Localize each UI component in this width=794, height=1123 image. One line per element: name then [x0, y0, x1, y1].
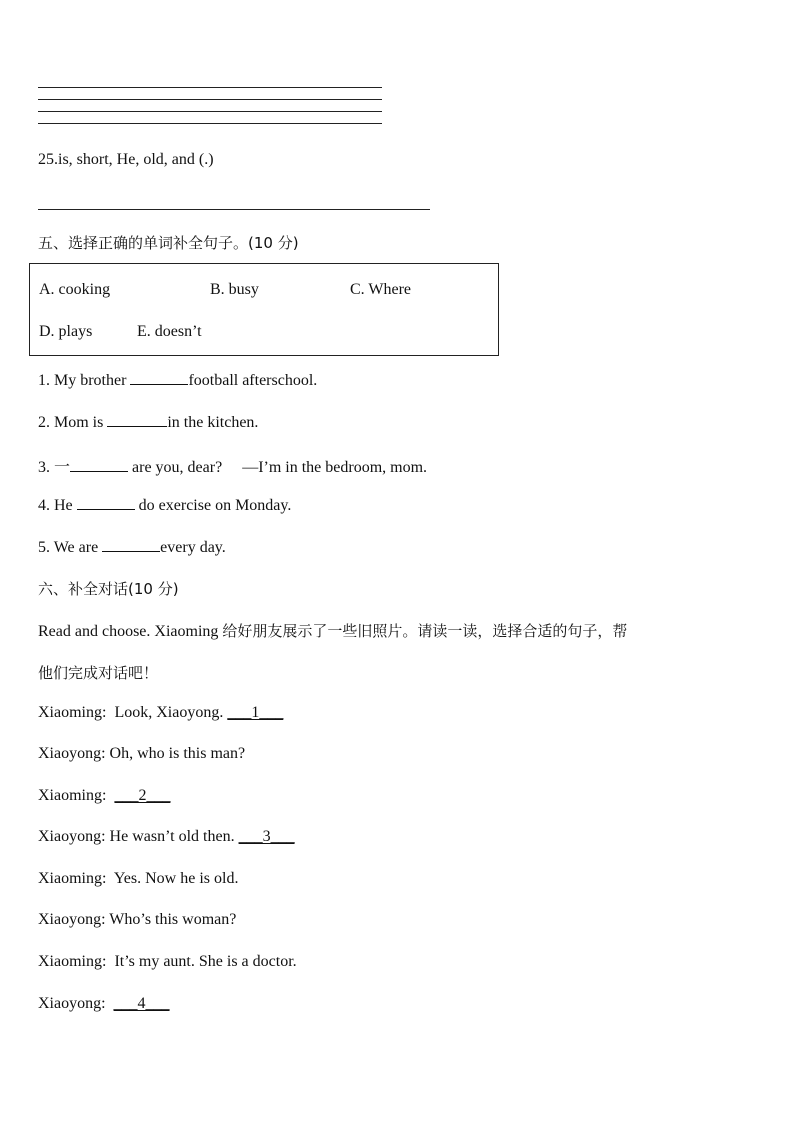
sentence-text: 3. 一 — [38, 459, 71, 476]
sentence-text: 1. My brother — [38, 372, 131, 389]
dialogue-line-3 — [38, 787, 170, 805]
sentence-1 — [38, 370, 317, 390]
sentence-text: 5. We are — [38, 539, 103, 556]
answer-rule — [38, 87, 382, 88]
answer-rule — [38, 123, 382, 124]
fill-blank[interactable] — [130, 370, 188, 385]
dialogue-text: Yes. Now he is old. — [113, 870, 239, 887]
dialogue-blank-4[interactable]: ___4___ — [113, 995, 170, 1012]
dialogue-line-6 — [38, 911, 236, 929]
speaker: Xiaoyong: — [38, 911, 106, 928]
option-e: E. doesn’t — [137, 323, 202, 340]
sentence-text: do exercise on Monday. — [134, 497, 292, 514]
answer-rule — [38, 99, 382, 100]
dialogue-text: He wasn’t old then. — [109, 828, 239, 845]
sentence-text: every day. — [160, 539, 226, 556]
option-b: B. busy — [210, 281, 259, 298]
sentence-4 — [38, 495, 291, 515]
dialogue-text: Oh, who is this man? — [109, 745, 246, 762]
dialogue-line-2 — [38, 745, 245, 763]
sentence-5 — [38, 537, 226, 557]
sentence-reply: —I’m in the bedroom, mom. — [242, 459, 428, 476]
sentence-text: football afterschool. — [188, 372, 318, 389]
sentence-text: 4. He — [38, 497, 77, 514]
word-options-box — [29, 263, 499, 356]
option-d: D. plays — [39, 323, 93, 340]
dialogue-line-7 — [38, 953, 297, 971]
speaker: Xiaoming: — [38, 870, 107, 887]
fill-blank[interactable] — [102, 537, 160, 552]
fill-blank[interactable] — [107, 412, 167, 427]
sentence-text: 2. Mom is — [38, 414, 108, 431]
dialogue-text: Look, Xiaoyong. — [114, 704, 228, 721]
dialogue-text: Who’s this woman? — [109, 911, 237, 928]
sentence-2 — [38, 412, 258, 432]
dialogue-line-8 — [38, 995, 170, 1013]
speaker: Xiaoyong: — [38, 745, 106, 762]
speaker: Xiaoming: — [38, 953, 107, 970]
option-a: A. cooking — [39, 281, 111, 298]
answer-line-25 — [38, 209, 430, 210]
speaker: Xiaoyong: — [38, 828, 106, 845]
fill-blank[interactable] — [70, 457, 128, 472]
section-5-heading: 五、选择正确的单词补全句子。(10 分) — [38, 234, 299, 252]
question-25: 25.is, short, He, old, and (.) — [38, 151, 214, 168]
sentence-text: in the kitchen. — [167, 414, 259, 431]
answer-rule — [38, 111, 382, 112]
option-c: C. Where — [350, 281, 412, 298]
instructions-en: Read and choose. Xiaoming — [38, 623, 223, 640]
sentence-text: are you, dear? — [128, 459, 223, 476]
dialogue-text: It’s my aunt. She is a doctor. — [114, 953, 297, 970]
instructions-line-2: 他们完成对话吧！ — [38, 664, 159, 682]
dialogue-line-4 — [38, 828, 295, 846]
dialogue-blank-1[interactable]: ___1___ — [227, 704, 284, 721]
instructions-cn: 给好朋友展示了一些旧照片。请读一读，选择合适的句子，帮 — [222, 622, 628, 640]
fill-blank[interactable] — [77, 495, 135, 510]
speaker: Xiaoyong: — [38, 995, 106, 1012]
instructions-line-1 — [38, 620, 627, 641]
dialogue-blank-3[interactable]: ___3___ — [238, 828, 295, 845]
dialogue-blank-2[interactable]: ___2___ — [114, 787, 171, 804]
sentence-3 — [38, 454, 427, 477]
speaker: Xiaoming: — [38, 704, 107, 721]
dialogue-line-1 — [38, 704, 283, 722]
section-6-heading: 六、补全对话(10 分) — [38, 580, 179, 598]
dialogue-line-5 — [38, 870, 238, 888]
speaker: Xiaoming: — [38, 787, 107, 804]
